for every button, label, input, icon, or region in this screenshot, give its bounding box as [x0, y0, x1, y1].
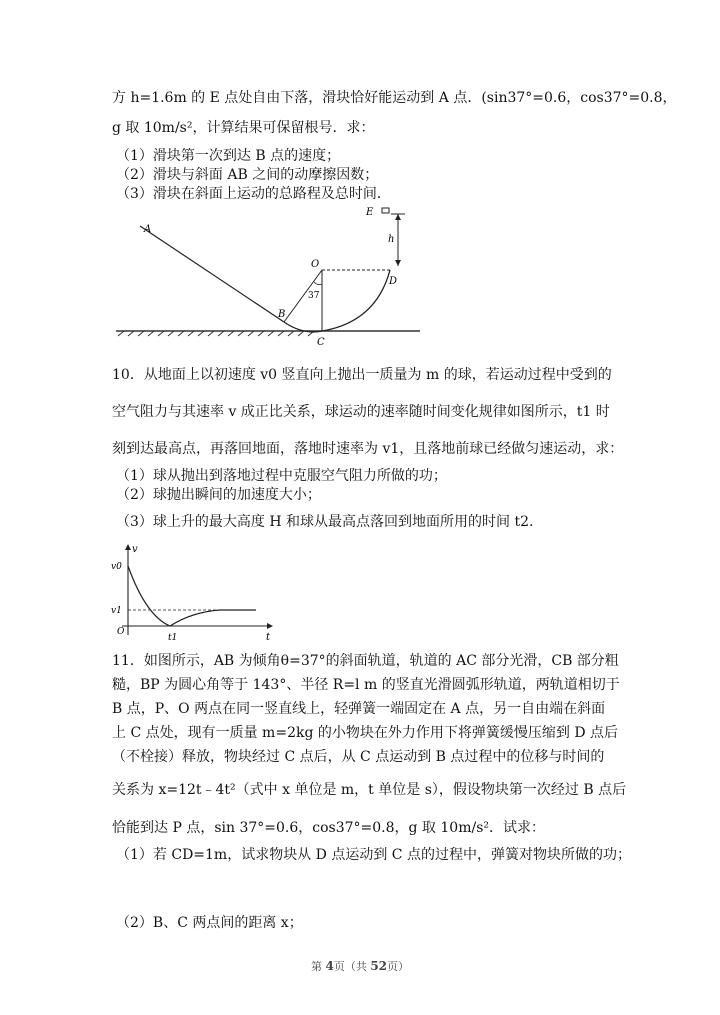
- p10-question-3: （3）球上升的最大高度 H 和球从最高点落回到地面所用的时间 t2.: [116, 514, 534, 530]
- footer-prefix: 第: [310, 960, 326, 973]
- label-v0: v0: [111, 562, 122, 572]
- footer-suffix: 页）: [387, 960, 410, 973]
- label-a: A: [144, 224, 152, 235]
- x-axis-arrow: [267, 623, 273, 629]
- p11-line3: B 点，P、O 两点在同一竖直线上，轻弹簧一端固定在 A 点，另一自由端在斜面: [112, 701, 606, 717]
- footer-middle: 页（共: [333, 960, 371, 973]
- p11-line7: 恰能到达 P 点，sin 37°=0.6，cos37°=0.8，g 取 10m/s²．试求：: [112, 820, 545, 836]
- p11-line4: 上 C 点处，现有一质量 m=2kg 的小物块在外力作用下将弹簧缓慢压缩到 D 点后: [112, 725, 618, 741]
- label-v: v: [132, 544, 138, 555]
- p11-line2: 糙，BP 为圆心角等于 143°、半径 R=l m 的竖直光滑圆弧形轨道，两轨道相切于: [112, 677, 620, 693]
- label-b: B: [278, 309, 286, 320]
- speed-curve: [128, 566, 256, 626]
- p10-question-2: （2）球抛出瞬间的加速度大小；: [116, 487, 321, 503]
- p10-vt-graph: [108, 540, 288, 645]
- arrow-head-top: [395, 214, 401, 220]
- p9-line1: 方 h=1.6m 的 E 点处自由下落，滑块恰好能运动到 A 点．(sin37°=0.6，cos37°=0.8，: [112, 90, 677, 106]
- arrow-head-bottom: [395, 260, 401, 266]
- p10-question-1: （1）球从抛出到落地过程中克服空气阻力所做的功；: [116, 468, 447, 484]
- p11-line1: 11．如图所示，AB 为倾角θ=37°的斜面轨道，轨道的 AC 部分光滑，CB 部分粗: [112, 653, 619, 669]
- angle-arc: [314, 282, 322, 285]
- p11-question-2: （2）B、C 两点间的距离 x；: [116, 915, 303, 931]
- label-t: t: [266, 632, 271, 643]
- p9-question-1: （1）滑块第一次到达 B 点的速度；: [116, 148, 341, 164]
- incline-ab: [140, 226, 284, 322]
- p11-line5: （不栓接）释放，物块经过 C 点后，从 C 点运动到 B 点过程中的位移与时间的: [112, 749, 605, 765]
- ground-hatch: [116, 331, 420, 336]
- label-h: h: [388, 234, 395, 245]
- y-axis-arrow: [125, 544, 131, 550]
- footer-total-pages: 52: [370, 959, 388, 973]
- label-t1: t1: [168, 633, 178, 643]
- label-e: E: [366, 207, 374, 218]
- p10-line3: 刻到达最高点，再落回地面，落地时速率为 v1，且落地前球已经做匀速运动，求：: [112, 441, 624, 457]
- page-footer: [0, 958, 720, 974]
- p9-figure: [108, 200, 428, 350]
- p11-question-1: （1）若 CD=1m，试求物块从 D 点运动到 C 点的过程中，弹簧对物块所做的功；: [116, 847, 631, 863]
- p11-line6: 关系为 x=12t﹣4t²（式中 x 单位是 m，t 单位是 s），假设物块第一次经过 B 点后: [112, 782, 627, 798]
- p10-line2: 空气阻力与其速率 v 成正比关系，球运动的速率随时间变化规律如图所示，t1 时: [112, 404, 610, 420]
- block-e: [382, 208, 389, 213]
- p10-line1: 10．从地面上以初速度 v0 竖直向上抛出一质量为 m 的球，若运动过程中受到的: [112, 367, 612, 383]
- p9-question-2: （2）滑块与斜面 AB 之间的动摩擦因数；: [116, 167, 379, 183]
- footer-page-number: 4: [325, 959, 334, 973]
- p9-line2: g 取 10m/s²，计算结果可保留根号．求：: [112, 120, 375, 136]
- label-origin: O: [117, 627, 125, 637]
- p9-question-3: （3）滑块在斜面上运动的总路程及总时间．: [116, 186, 391, 202]
- label-angle: 37: [308, 291, 320, 301]
- label-c: C: [317, 337, 325, 348]
- label-o: O: [311, 259, 320, 270]
- label-d: D: [389, 276, 398, 287]
- label-v1: v1: [111, 606, 122, 616]
